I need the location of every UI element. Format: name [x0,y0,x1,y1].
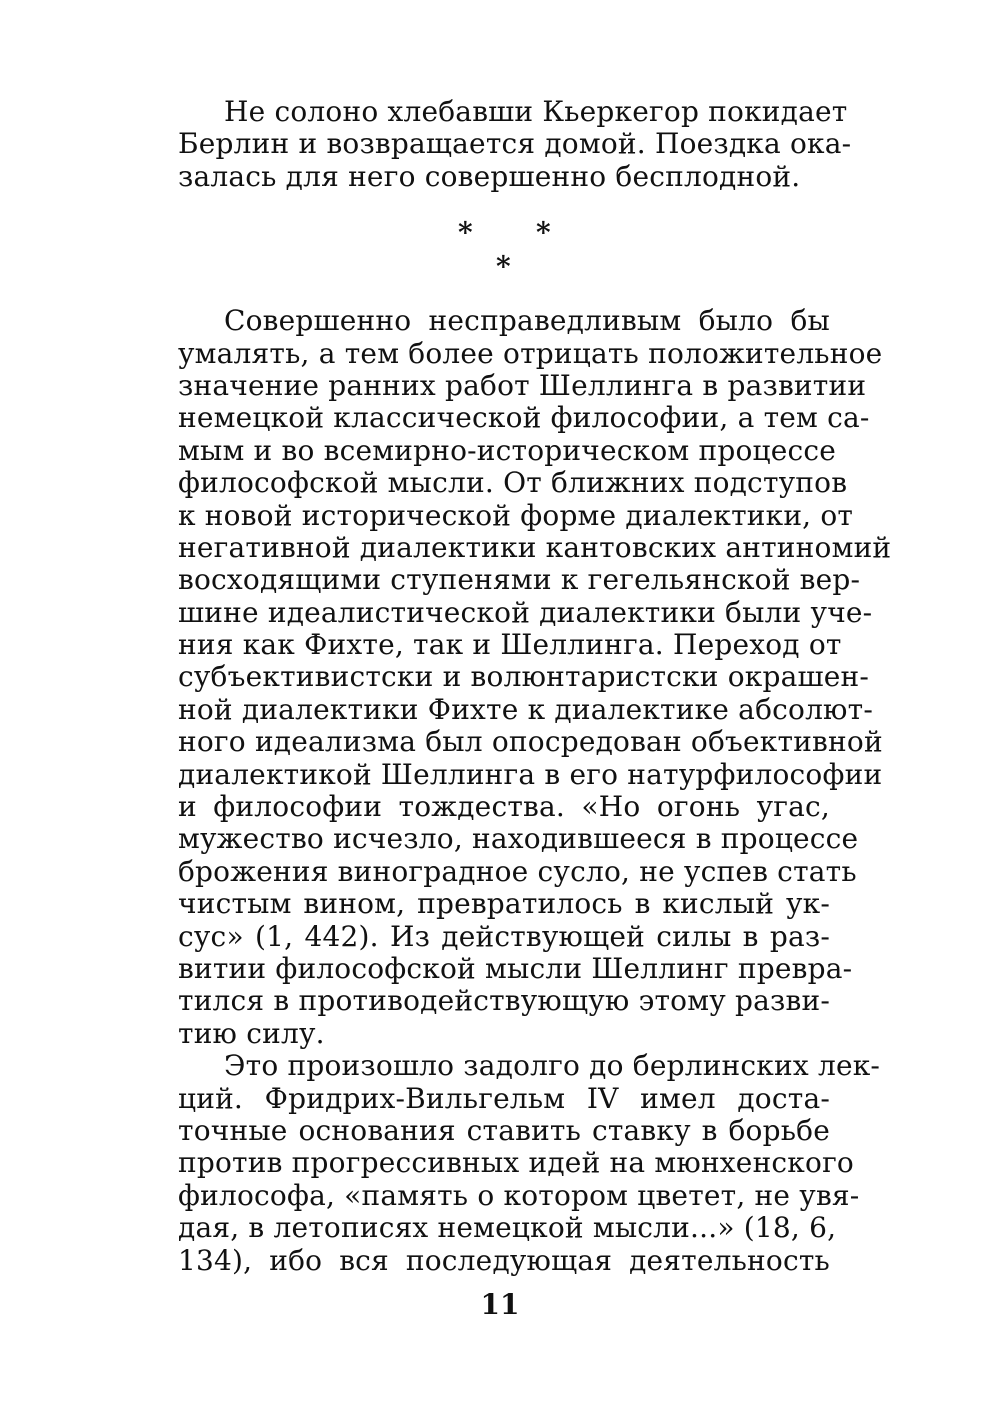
text-line: значение ранних работ Шеллинга в развитии [178,368,867,402]
text-line: ций. Фридрих-Вильгельм IV имел доста- [178,1081,830,1115]
text-line: витии философской мысли Шеллинг превра- [178,951,853,985]
text-line: ного идеализма был опосредован объективной [178,725,883,759]
text-line: брожения виноградное сусло, не успев стать [178,854,857,888]
text-line: залась для него совершенно бесплодной. [178,159,801,193]
text-line: и философии тождества. «Но огонь угас, [178,790,830,824]
text-line: чистым вином, превратилось в кислый ук- [178,887,830,921]
book-page [178,95,892,1277]
text-line: восходящими ступенями к гегельянской вер- [178,563,861,597]
text-line: точные основания ставить ставку в борьбе [178,1113,830,1147]
text-line: негативной диалектики кантовских антиномий [178,530,892,564]
text-line: тился в противодействующую этому разви- [178,984,830,1018]
text-line: Совершенно несправедливым было бы [224,304,830,338]
text-line: философской мысли. От ближних подступов [178,466,848,500]
text-line: против прогрессивных идей на мюнхенского [178,1146,854,1180]
separator-star: * [496,250,511,284]
text-line: сус» (1, 442). Из действующей силы в раз- [178,919,830,953]
text-line: дая, в летописях немецкой мысли...» (18, 6, [178,1211,837,1245]
text-line: субъективистски и волюнтаристски окрашен- [178,660,869,694]
text-line: Это произошло задолго до берлинских лек- [224,1049,881,1083]
text-line: ной диалектики Фихте к диалектике абсолют- [178,692,873,726]
text-line: мужество исчезло, находившееся в процессе [178,822,859,856]
text-line: тию силу. [178,1016,325,1050]
text-line: к новой исторической форме диалектики, от [178,498,854,532]
text-line: немецкой классической философии, а тем са- [178,401,870,435]
intro-paragraph [178,95,852,193]
separator-star: * [458,216,473,250]
text-line: мым и во всемирно-историческом процессе [178,433,837,467]
text-line: диалектикой Шеллинга в его натурфилософии [178,757,883,791]
text-line: Берлин и возвращается домой. Поездка ока- [178,127,852,161]
text-line: философа, «память о котором цветет, не увя- [178,1178,860,1212]
separator-star: * [536,216,551,250]
text-line: умалять, а тем более отрицать положительное [178,336,883,370]
text-line: шине идеалистической диалектики были уче- [178,595,873,629]
text-line: 134), ибо вся последующая деятельность [178,1243,830,1277]
text-line: Не солоно хлебавши Кьеркегор покидает [224,95,848,128]
text-line: ния как Фихте, так и Шеллинга. Переход от [178,628,842,662]
section-separator [178,205,830,297]
paragraph-2 [178,1049,881,1277]
page-number: 11 [480,1288,520,1321]
paragraph-1 [178,304,892,1050]
